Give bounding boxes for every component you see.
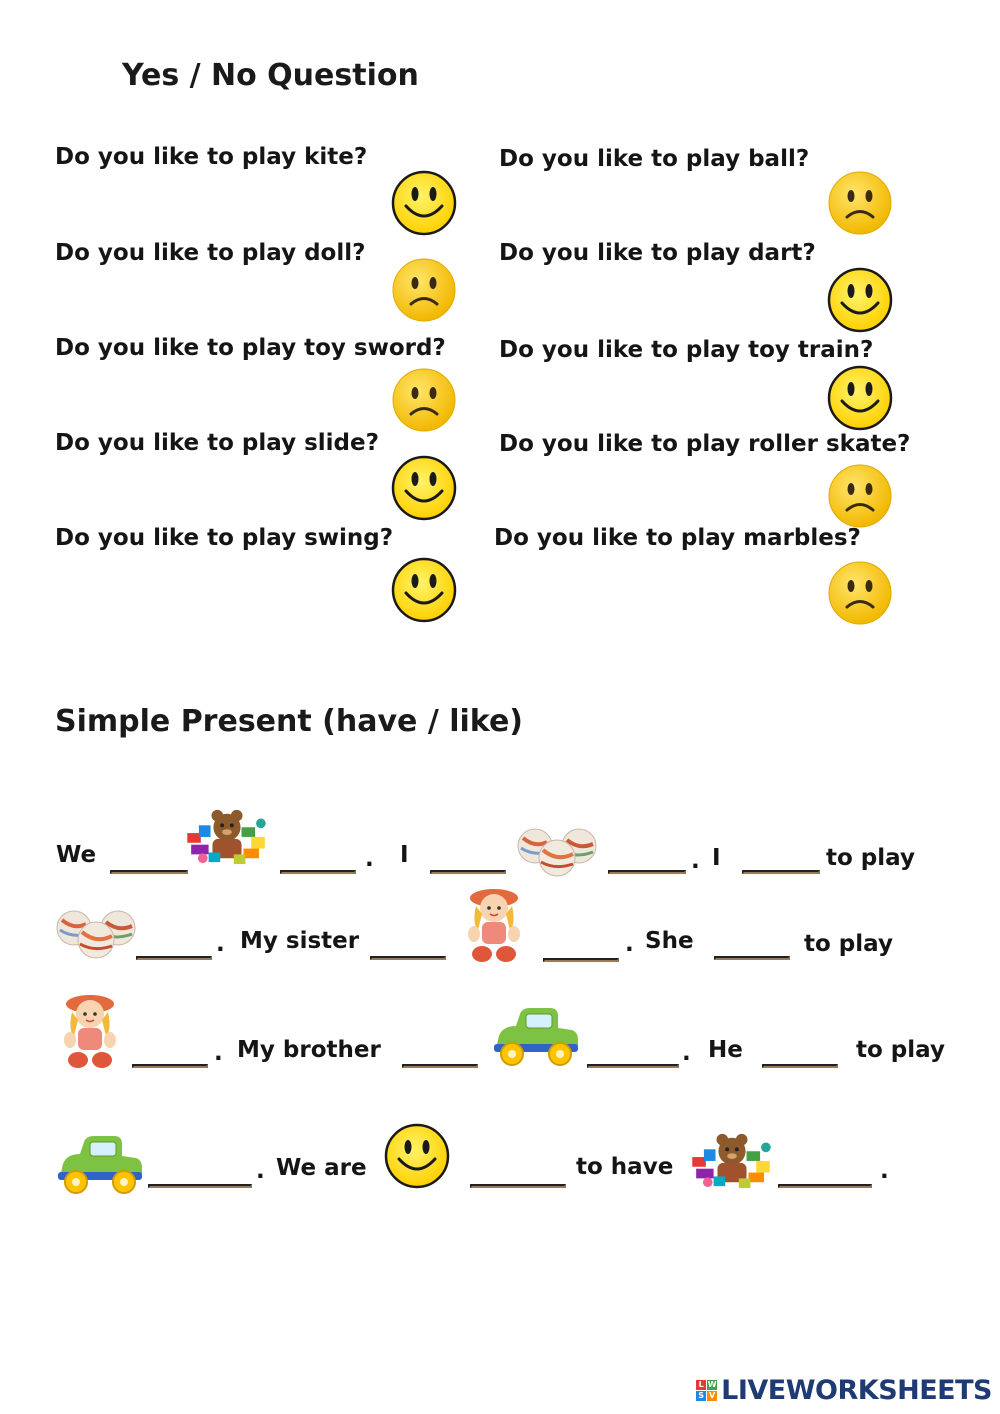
marbles-image [517, 824, 597, 878]
blank-r3-3[interactable] [587, 1064, 679, 1068]
blank-r3-2[interactable] [402, 1064, 478, 1068]
blank-r2-2[interactable] [370, 956, 446, 960]
sad-face-icon [827, 170, 893, 236]
toys-pile-image [183, 804, 271, 866]
toy-car-image [490, 1006, 580, 1068]
period: . [216, 931, 225, 957]
smiley-face-icon [827, 267, 893, 333]
phrase-to-play: to play [856, 1037, 945, 1063]
smiley-face-icon [391, 170, 457, 236]
sad-face-icon [827, 463, 893, 529]
blank-r2-4[interactable] [714, 956, 790, 960]
blank-r3-1[interactable] [132, 1064, 208, 1068]
question-right-5: Do you like to play marbles? [494, 525, 861, 551]
blank-r2-1[interactable] [136, 956, 212, 960]
question-right-1: Do you like to play ball? [499, 146, 810, 172]
period: . [682, 1040, 691, 1066]
doll-image [58, 990, 122, 1070]
question-left-3: Do you like to play toy sword? [55, 335, 446, 361]
section-title-simple-present: Simple Present (have / like) [55, 704, 524, 739]
sad-face-icon [391, 257, 457, 323]
question-left-5: Do you like to play swing? [55, 525, 394, 551]
phrase-we-are: We are [276, 1155, 367, 1181]
word-he: He [708, 1037, 743, 1063]
blank-r1-4[interactable] [608, 870, 686, 874]
period: . [625, 931, 634, 957]
period: . [214, 1040, 223, 1066]
blank-r2-3[interactable] [543, 958, 619, 962]
blank-r1-3[interactable] [430, 870, 506, 874]
question-right-2: Do you like to play dart? [499, 240, 816, 266]
smiley-face-icon [384, 1123, 450, 1189]
section-title-yes-no: Yes / No Question [122, 58, 419, 93]
period: . [691, 848, 700, 874]
phrase-my-brother: My brother [237, 1037, 381, 1063]
blank-r1-5[interactable] [742, 870, 820, 874]
sad-face-icon [391, 367, 457, 433]
blank-r4-1[interactable] [148, 1184, 252, 1188]
period: . [365, 846, 374, 872]
blank-r1-1[interactable] [110, 870, 188, 874]
blank-r4-2[interactable] [470, 1184, 566, 1188]
smiley-face-icon [391, 557, 457, 623]
period: . [880, 1158, 889, 1184]
word-i: I [400, 842, 409, 868]
toys-pile-image [688, 1128, 776, 1190]
word-i: I [712, 845, 721, 871]
blank-r1-2[interactable] [280, 870, 356, 874]
marbles-image [56, 906, 136, 960]
liveworksheets-logo-icon: L W S V [696, 1380, 717, 1401]
question-left-1: Do you like to play kite? [55, 144, 368, 170]
sad-face-icon [827, 560, 893, 626]
doll-image [462, 884, 526, 964]
question-right-3: Do you like to play toy train? [499, 337, 874, 363]
question-right-4: Do you like to play roller skate? [499, 431, 911, 457]
question-left-4: Do you like to play slide? [55, 430, 379, 456]
liveworksheets-logo [696, 1375, 992, 1406]
phrase-to-have: to have [576, 1154, 674, 1180]
smiley-face-icon [827, 365, 893, 431]
phrase-to-play: to play [804, 931, 893, 957]
question-left-2: Do you like to play doll? [55, 240, 366, 266]
word-we: We [56, 842, 97, 868]
brand-text: LIVEWORKSHEETS [721, 1375, 992, 1406]
word-she: She [645, 928, 694, 954]
blank-r4-3[interactable] [778, 1184, 872, 1188]
period: . [256, 1158, 265, 1184]
smiley-face-icon [391, 455, 457, 521]
blank-r3-4[interactable] [762, 1064, 838, 1068]
toy-car-image [54, 1134, 144, 1196]
phrase-my-sister: My sister [240, 928, 360, 954]
phrase-to-play: to play [826, 845, 915, 871]
